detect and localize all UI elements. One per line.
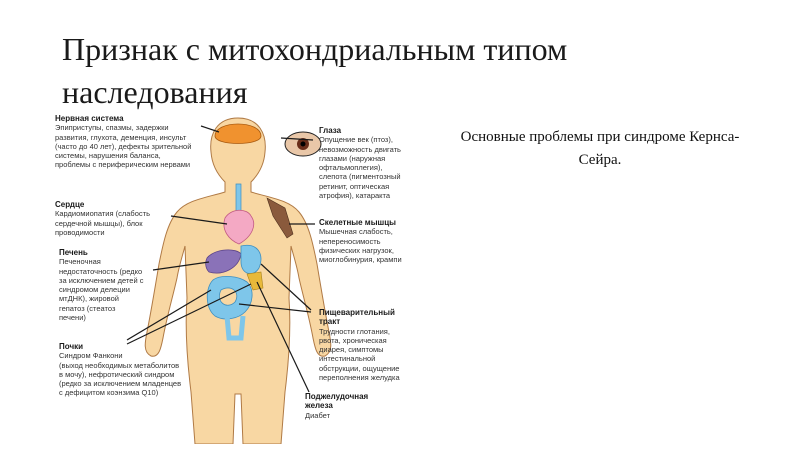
label-digestive-tract-heading: Пищеварительный тракт: [319, 308, 395, 327]
label-pancreas-text: Диабет: [305, 410, 331, 420]
label-kidneys-text: Синдром Фанкони (выход необходимых метаболитов в мочу), нефротический синдром (редко за исключением младенцев с дефицитом коэнзима Q10): [59, 351, 182, 398]
label-eyes-text: Опущение век (птоз), невозможность двигать глазами (наружная офтальмоплегия), слепота (пигментозный ретинит, оптическая атрофия), катаракта: [319, 135, 401, 201]
label-heart-heading: Сердце: [55, 200, 85, 209]
label-pancreas-heading: Поджелудочная железа: [305, 392, 369, 411]
label-heart: [55, 200, 175, 237]
eye-illustration: [285, 132, 321, 156]
label-digestive-tract-text: Трудности глотания, рвота, хроническая диарея, симптомы интестинальной обструкции, ощущение переполнения желудка: [319, 326, 400, 383]
label-nervous-system: [55, 114, 205, 170]
label-liver-heading: Печень: [59, 248, 88, 257]
label-eyes: [319, 126, 415, 200]
slide-title-line1: Признак с митохондриальным типом: [62, 31, 568, 67]
slide-caption: Основные проблемы при синдроме Кернса-Сейра.: [460, 129, 740, 168]
label-nervous-system-heading: Нервная система: [55, 114, 124, 123]
label-skeletal-muscles: [319, 218, 415, 264]
slide-title-line2: наследования: [62, 74, 248, 110]
slide-title: [62, 28, 702, 114]
label-eyes-heading: Глаза: [319, 126, 342, 135]
label-skeletal-muscles-heading: Скелетные мышцы: [319, 218, 396, 227]
label-heart-text: Кардиомиопатия (слабость сердечной мышцы), блок проводимости: [55, 209, 150, 237]
body-organs-diagram: [55, 112, 415, 444]
label-pancreas: [305, 392, 401, 420]
label-liver: [59, 248, 159, 322]
label-skeletal-muscles-text: Мышечная слабость, непереносимость физических нагрузок, миоглобинурия, крампи: [319, 227, 402, 265]
label-liver-text: Печеночная недостаточность (редко за исключением детей с синдромом делеции мтДНК), жировой гепатоз (стеатоз печени): [59, 257, 144, 323]
brain-icon: [215, 124, 261, 144]
stomach-icon: [241, 245, 261, 273]
label-kidneys: [59, 342, 199, 398]
label-nervous-system-text: Эпиприступы, спазмы, задержки развития, глухота, деменция, инсульт (часто до 40 лет), дефекты зрительной системы, нарушения баланса, проблемы с периферическим нервами: [55, 123, 192, 170]
label-digestive-tract: [319, 308, 415, 382]
label-kidneys-heading: Почки: [59, 342, 84, 351]
